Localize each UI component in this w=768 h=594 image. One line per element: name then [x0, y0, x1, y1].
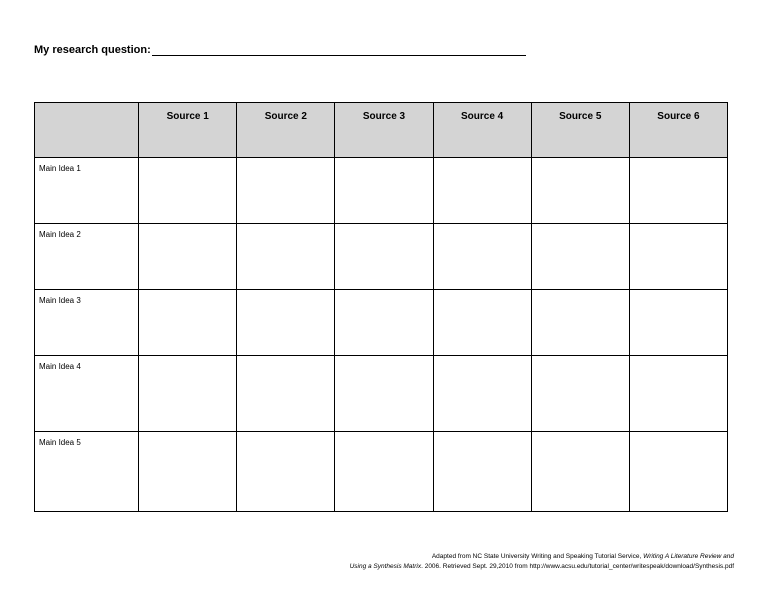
matrix-cell[interactable] — [335, 432, 433, 512]
matrix-cell[interactable] — [139, 356, 237, 432]
citation — [350, 552, 734, 572]
table-row — [35, 356, 728, 432]
source-header: Source 4 — [433, 103, 531, 158]
source-header: Source 6 — [629, 103, 727, 158]
source-header: Source 5 — [531, 103, 629, 158]
matrix-cell[interactable] — [629, 224, 727, 290]
source-header: Source 1 — [139, 103, 237, 158]
matrix-cell[interactable] — [237, 290, 335, 356]
table-row — [35, 432, 728, 512]
matrix-cell[interactable] — [335, 158, 433, 224]
main-idea-label: Main Idea 1 — [35, 158, 139, 224]
source-header: Source 3 — [335, 103, 433, 158]
citation-line-2 — [350, 562, 734, 572]
matrix-cell[interactable] — [433, 356, 531, 432]
main-idea-label: Main Idea 4 — [35, 356, 139, 432]
matrix-cell[interactable] — [335, 224, 433, 290]
matrix-cell[interactable] — [237, 224, 335, 290]
main-idea-label: Main Idea 3 — [35, 290, 139, 356]
matrix-cell[interactable] — [139, 432, 237, 512]
matrix-cell[interactable] — [531, 224, 629, 290]
table-row — [35, 290, 728, 356]
research-question — [34, 44, 526, 56]
matrix-cell[interactable] — [629, 432, 727, 512]
citation-title: Writing A Literature Review and — [643, 553, 734, 560]
table-row — [35, 158, 728, 224]
research-question-blank[interactable] — [152, 45, 526, 56]
citation-title-cont: Using a Synthesis Matrix — [349, 563, 422, 570]
citation-retrieval: . 2006. Retrieved Sept. 29,2010 from http://www.acsu.edu/tutorial_center/writespeak/download/Synthesis.pdf — [421, 563, 734, 570]
matrix-cell[interactable] — [531, 158, 629, 224]
matrix-cell[interactable] — [433, 158, 531, 224]
table-row — [35, 224, 728, 290]
synthesis-matrix — [34, 102, 728, 512]
matrix-cell[interactable] — [139, 290, 237, 356]
source-header: Source 2 — [237, 103, 335, 158]
matrix-cell[interactable] — [237, 432, 335, 512]
main-idea-label: Main Idea 2 — [35, 224, 139, 290]
matrix-cell[interactable] — [237, 356, 335, 432]
matrix-cell[interactable] — [629, 158, 727, 224]
matrix-cell[interactable] — [433, 290, 531, 356]
matrix-cell[interactable] — [629, 290, 727, 356]
matrix-cell[interactable] — [531, 290, 629, 356]
matrix-cell[interactable] — [433, 432, 531, 512]
matrix-cell[interactable] — [629, 356, 727, 432]
matrix-cell[interactable] — [531, 432, 629, 512]
matrix-cell[interactable] — [139, 158, 237, 224]
header-row — [35, 103, 728, 158]
citation-prefix: Adapted from NC State University Writing and Speaking Tutorial Service, — [431, 553, 644, 560]
matrix-cell[interactable] — [237, 158, 335, 224]
matrix-cell[interactable] — [433, 224, 531, 290]
citation-line-1 — [350, 552, 734, 562]
research-question-label: My research question: — [34, 44, 151, 56]
matrix-cell[interactable] — [335, 356, 433, 432]
corner-cell — [35, 103, 139, 158]
matrix-cell[interactable] — [531, 356, 629, 432]
main-idea-label: Main Idea 5 — [35, 432, 139, 512]
matrix-cell[interactable] — [139, 224, 237, 290]
matrix-cell[interactable] — [335, 290, 433, 356]
